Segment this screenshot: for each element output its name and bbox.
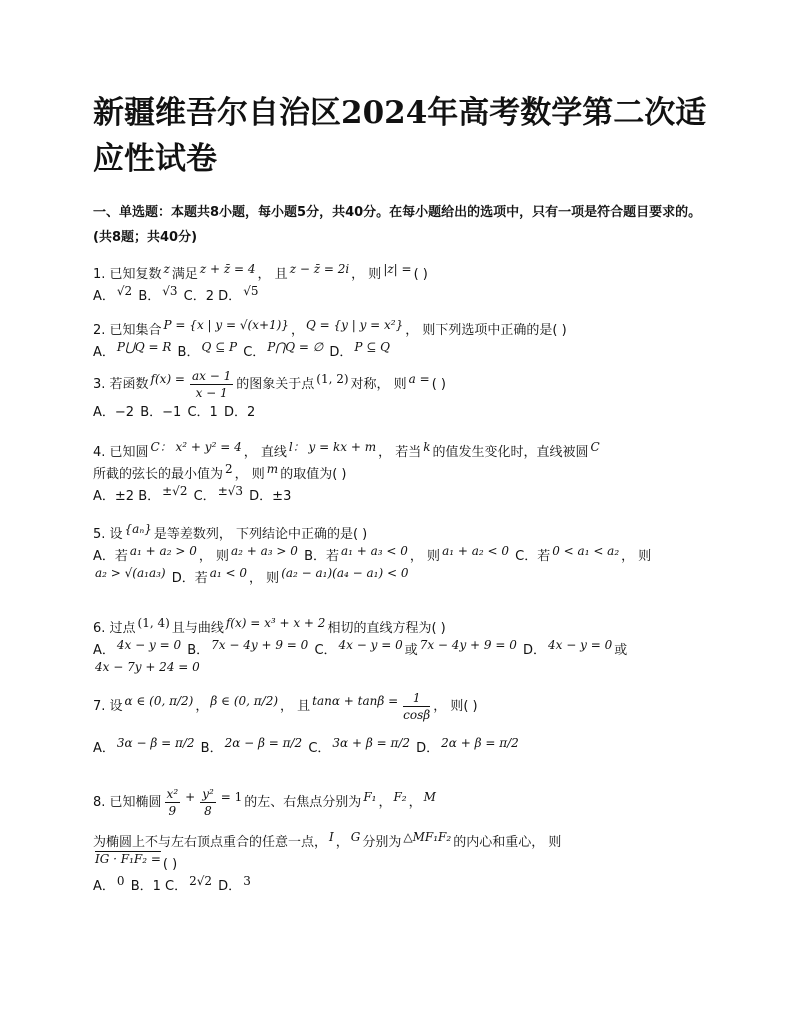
math: (a₂ − a₁)(a₄ − a₁) < 0 — [281, 566, 409, 580]
question-7 — [93, 690, 713, 768]
option-a: A． — [93, 879, 115, 894]
q4-stem: 的值发生变化时，直线被圆 — [432, 445, 589, 460]
option-c: C．1 — [187, 405, 218, 420]
q3-stem: 对称， 则 — [350, 377, 407, 392]
section-heading: 一、单选题：本题共8小题，每小题5分，共40分。在每小题给出的选项中，只有一项是符合题目要求的。(共8题；共40分) — [93, 205, 702, 245]
math: a₁ + a₂ > 0 — [129, 544, 197, 558]
math: P ⊆ Q — [354, 340, 390, 354]
q7-options — [93, 732, 713, 768]
q1-stem: 1. 已知复数 — [93, 267, 162, 282]
math: (1, 2) — [316, 372, 349, 386]
math: ±√2 — [162, 484, 188, 498]
q6-stem: 相切的直线方程为( ) — [327, 621, 446, 636]
q4-stem: ， 则 — [234, 467, 265, 482]
q5-stem: 5. 设 — [93, 527, 123, 542]
q4-stem: ， 直线 — [243, 445, 287, 460]
q1-stem: ， 则 — [351, 267, 382, 282]
option-a: A． — [93, 289, 115, 304]
math: 2 — [225, 462, 233, 476]
question-5 — [93, 518, 713, 584]
q5-stem: 是等差数列， 下列结论中正确的是( ) — [153, 527, 368, 542]
math: f(x) = — [150, 372, 185, 386]
q8-stem: 分别为 — [362, 835, 402, 850]
q8-stem: 的内心和重心， 则 — [453, 835, 562, 850]
math: P⋂Q = ∅ — [267, 340, 324, 354]
option-b: B．−1 — [140, 405, 182, 420]
q3-stem: 3. 若函数 — [93, 377, 149, 392]
question-2 — [93, 314, 713, 358]
math: 3α − β = π/2 — [116, 736, 195, 750]
q7-stem: 7. 设 — [93, 699, 123, 714]
math: P = {x | y = √(x+1)} — [163, 318, 289, 332]
q1-options — [93, 280, 713, 302]
option-c: C． — [308, 741, 331, 756]
q4-stem: ， 若当 — [378, 445, 422, 460]
math: a = — [408, 372, 430, 386]
question-3 — [93, 368, 713, 424]
math: {aₙ} — [124, 522, 152, 536]
math: 2α − β = π/2 — [224, 736, 303, 750]
q4-stem: 的取值为( ) — [280, 467, 347, 482]
option-d: D．±3 — [249, 489, 292, 504]
math: 2√2 — [189, 874, 213, 888]
math: P⋃Q = R — [116, 340, 172, 354]
q6-stem: 6. 过点 — [93, 621, 136, 636]
math: G — [350, 830, 361, 844]
option-d: D．2 — [223, 405, 256, 420]
q7-stem: ， 且 — [280, 699, 311, 714]
question-6 — [93, 612, 713, 678]
q8-stem: 8. 已知椭圆 — [93, 795, 162, 810]
math: z — [163, 262, 170, 276]
math: F₂ — [393, 790, 407, 804]
option-d: D． — [218, 289, 242, 304]
q7-stem: ， 则( ) — [433, 699, 478, 714]
q4-options — [93, 480, 713, 502]
math: tanα + tanβ = — [312, 694, 399, 708]
q8-stem: ， — [335, 835, 349, 850]
q8-stem: ( ) — [162, 857, 178, 872]
q6-text: 或 — [404, 643, 418, 658]
denominator: 8 — [204, 804, 212, 818]
option-c: C． — [193, 489, 216, 504]
numerator: x² — [166, 787, 179, 801]
q5-text: ， 则 — [409, 549, 441, 564]
math: a₂ > √(a₁a₃) — [95, 566, 166, 580]
fraction — [165, 786, 181, 819]
q5-text: ， 则 — [621, 549, 652, 564]
math: z − z̄ = 2i — [289, 262, 350, 276]
option-d: D． — [218, 879, 242, 894]
math: 7x − 4y + 9 = 0 — [419, 638, 517, 652]
q5-options-row1 — [93, 540, 713, 562]
math: a₁ + a₃ < 0 — [340, 544, 408, 558]
q3-stem: ( ) — [431, 377, 446, 392]
q2-stem: ， — [290, 323, 304, 338]
q6-options-row1 — [93, 634, 713, 656]
math: 0 < a₁ < a₂ — [552, 544, 620, 558]
q6-options-row2 — [93, 656, 713, 678]
math: M — [423, 790, 436, 804]
math: l： y = kx + m — [288, 440, 377, 454]
q6-stem: 且与曲线 — [171, 621, 224, 636]
math: z + z̄ = 4 — [199, 262, 256, 276]
option-c: C．若 — [515, 549, 551, 564]
denominator: 9 — [168, 804, 177, 818]
math: Q = {y | y = x²} — [305, 318, 404, 332]
option-a: A．若 — [93, 549, 128, 564]
q3-options — [93, 402, 713, 424]
math: m — [266, 462, 279, 476]
math: 0 — [116, 874, 125, 888]
math: + — [185, 790, 196, 804]
option-b: B． — [200, 741, 223, 756]
option-a: A． — [93, 345, 115, 360]
q1-stem: ， 且 — [257, 267, 288, 282]
math: C — [590, 440, 600, 454]
math: = 1 — [220, 790, 243, 804]
denominator: x − 1 — [195, 386, 228, 400]
question-4 — [93, 436, 713, 502]
option-b: B．若 — [304, 549, 339, 564]
math: 7x − 4y + 9 = 0 — [211, 638, 309, 652]
q4-stem: 4. 已知圆 — [93, 445, 149, 460]
q6-text: 或 — [614, 643, 628, 658]
fraction — [190, 368, 233, 401]
math: β ∈ (0, π/2) — [210, 694, 279, 708]
option-b: B． — [177, 345, 200, 360]
option-d: D．若 — [171, 571, 208, 586]
math: (1, 4) — [137, 616, 170, 630]
option-b: B． — [138, 489, 161, 504]
fraction — [403, 690, 430, 723]
math: IG · F₁F₂ = — [95, 852, 161, 866]
math: |z| = — [383, 262, 412, 276]
math: a₁ + a₂ < 0 — [442, 544, 509, 558]
q8-stem: ， — [378, 795, 392, 810]
math: 4x − y = 0 — [548, 638, 613, 652]
math: F₁ — [363, 790, 377, 804]
denominator: cosβ — [403, 708, 431, 722]
q8-options — [93, 870, 713, 892]
math: Q ⊆ P — [201, 340, 238, 354]
option-d: D． — [329, 345, 353, 360]
math: f(x) = x³ + x + 2 — [225, 616, 326, 630]
q5-text: ， 则 — [249, 571, 280, 586]
question-8 — [93, 786, 713, 892]
math: √3 — [162, 284, 178, 298]
math: a₂ + a₃ > 0 — [230, 544, 298, 558]
math: 3α + β = π/2 — [332, 736, 411, 750]
math: α ∈ (0, π/2) — [124, 694, 194, 708]
numerator: 1 — [403, 690, 430, 707]
option-c: C． — [165, 879, 188, 894]
option-c: C． — [314, 643, 337, 658]
math: k — [423, 440, 431, 454]
option-b: B． — [187, 643, 210, 658]
q7-stem: ， — [195, 699, 209, 714]
option-c: C． — [243, 345, 266, 360]
option-b: B． — [138, 289, 161, 304]
math: 3 — [243, 874, 251, 888]
math: I — [329, 830, 334, 844]
q1-stem: 满足 — [171, 267, 198, 282]
math: 4x − y = 0 — [116, 638, 182, 652]
option-a: A． — [93, 741, 115, 756]
math: C： x² + y² = 4 — [150, 440, 242, 454]
q4-stem: 所截的弦长的最小值为 — [93, 467, 224, 482]
q5-text: ， 则 — [198, 549, 229, 564]
q5-options-row2 — [93, 562, 713, 584]
fraction — [200, 786, 216, 819]
math: 4x − 7y + 24 = 0 — [95, 660, 200, 674]
numerator: ax − 1 — [192, 369, 232, 383]
option-a: A．−2 — [93, 405, 135, 420]
math: ±√3 — [217, 484, 244, 498]
question-1 — [93, 258, 713, 302]
option-b: B．1 — [130, 879, 161, 894]
option-a: A．±2 — [93, 489, 135, 504]
q8-stem: 为椭圆上不与左右顶点重合的任意一点， — [93, 835, 328, 850]
q8-stem: ， — [408, 795, 422, 810]
option-d: D． — [523, 643, 547, 658]
option-d: D． — [416, 741, 440, 756]
math: △MF₁F₂ — [403, 830, 452, 844]
q8-stem: 的左、右焦点分别为 — [244, 795, 362, 810]
q2-options — [93, 336, 713, 358]
q2-stem: 2. 已知集合 — [93, 323, 162, 338]
math: 2α + β = π/2 — [441, 736, 519, 750]
q2-stem: ， 则下列选项中正确的是( ) — [405, 323, 567, 338]
q3-stem: 的图象关于点 — [236, 377, 315, 392]
option-a: A． — [93, 643, 115, 658]
numerator: y² — [202, 787, 214, 801]
math: 4x − y = 0 — [338, 638, 403, 652]
math: √2 — [116, 284, 133, 298]
q1-stem: ( ) — [413, 267, 428, 282]
math: √5 — [243, 284, 259, 298]
option-c: C．2 — [183, 289, 215, 304]
math: a₁ < 0 — [209, 566, 248, 580]
page-title: 新疆维吾尔自治区2024年高考数学第二次适应性试卷 — [93, 95, 707, 177]
